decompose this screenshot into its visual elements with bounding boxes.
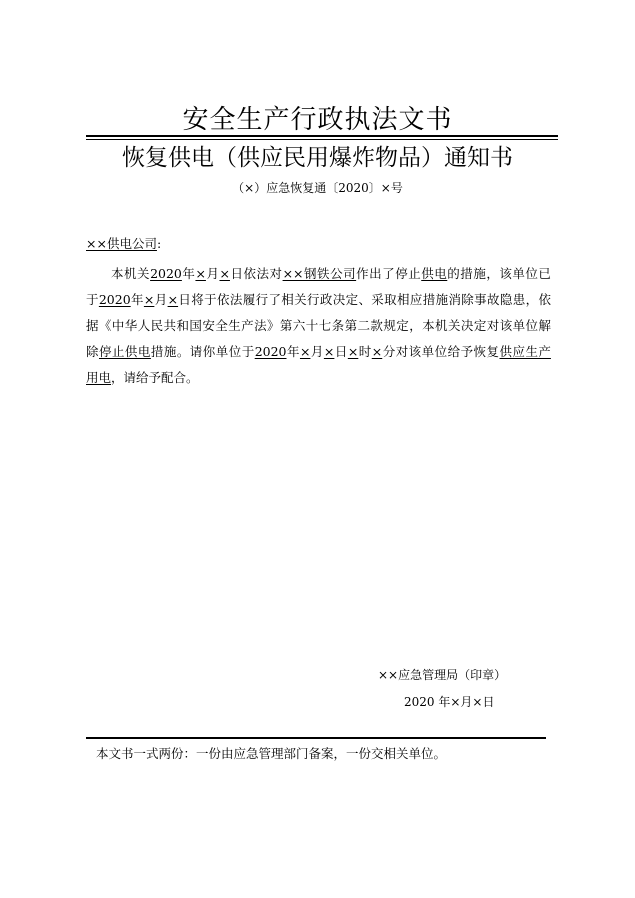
text-segment: 除 [86, 344, 99, 359]
fill-in-day: × [167, 292, 179, 307]
text-segment: 月 [310, 344, 324, 359]
header-rule-thin [86, 139, 558, 140]
text-segment: 本机关 [111, 266, 151, 281]
addressee-line [86, 235, 161, 253]
body-paragraph-line-3 [86, 317, 551, 335]
issue-date: 2020 年×月×日 [404, 695, 495, 709]
addressee-name: ××供电公司 [86, 236, 157, 251]
text-segment: 措施。请你单位于 [150, 344, 255, 359]
text-segment: 作出了停止 [356, 266, 422, 281]
body-paragraph-line-1 [86, 265, 551, 283]
fill-in-minute: × [371, 344, 383, 359]
fill-in-measure: 供电 [421, 266, 448, 281]
footer-note: 本文书一式两份：一份由应急管理部门备案，一份交相关单位。 [96, 746, 447, 761]
text-segment: 年 [130, 292, 144, 307]
fill-in-restore-item: 用电 [86, 370, 112, 385]
text-segment: 月 [154, 292, 168, 307]
text-segment: 据《中华人民共和国安全生产法》第六十七条第二款规定，本机关决定对该单位解 [86, 318, 551, 333]
fill-in-day: × [323, 344, 335, 359]
text-segment: 日依法对 [229, 266, 283, 281]
text-segment: ，请给予配合。 [111, 370, 199, 385]
text-segment: 于 [86, 292, 99, 307]
document-header-title: 安全生产行政执法文书 [182, 105, 453, 135]
fill-in-hour: × [347, 344, 359, 359]
text-segment: 日将于依法履行了相关行政决定、采取相应措施消除事故隐患，依 [178, 292, 551, 307]
text-segment: 年 [286, 344, 300, 359]
text-segment: 月 [205, 266, 220, 281]
body-paragraph-line-4 [86, 343, 551, 361]
text-segment: 时 [358, 344, 372, 359]
addressee-colon: : [156, 236, 162, 251]
text-segment: 的措施，该单位已 [447, 266, 551, 281]
fill-in-year: 2020 [98, 292, 131, 307]
header-rule-thick [86, 135, 558, 137]
fill-in-year: 2020 [254, 344, 287, 359]
text-segment: 年 [181, 266, 196, 281]
text-segment: 分对该单位给予恢复 [382, 344, 500, 359]
fill-in-year: 2020 [150, 266, 182, 281]
issuing-authority: ××应急管理局（印章） [378, 668, 507, 682]
document-title: 恢复供电（供应民用爆炸物品）通知书 [122, 145, 513, 171]
fill-in-unit-name: ××钢铁公司 [282, 266, 357, 281]
fill-in-restore-item: 供应生产 [499, 344, 551, 359]
footer-rule [86, 737, 546, 739]
fill-in-month: × [195, 266, 206, 281]
fill-in-month: × [143, 292, 155, 307]
fill-in-day: × [219, 266, 230, 281]
document-number: （×）应急恢复通〔2020〕×号 [232, 181, 403, 195]
body-paragraph-line-5 [86, 369, 551, 387]
fill-in-measure: 停止供电 [98, 344, 151, 359]
body-paragraph-line-2 [86, 291, 551, 309]
fill-in-month: × [299, 344, 311, 359]
text-segment: 日 [334, 344, 348, 359]
